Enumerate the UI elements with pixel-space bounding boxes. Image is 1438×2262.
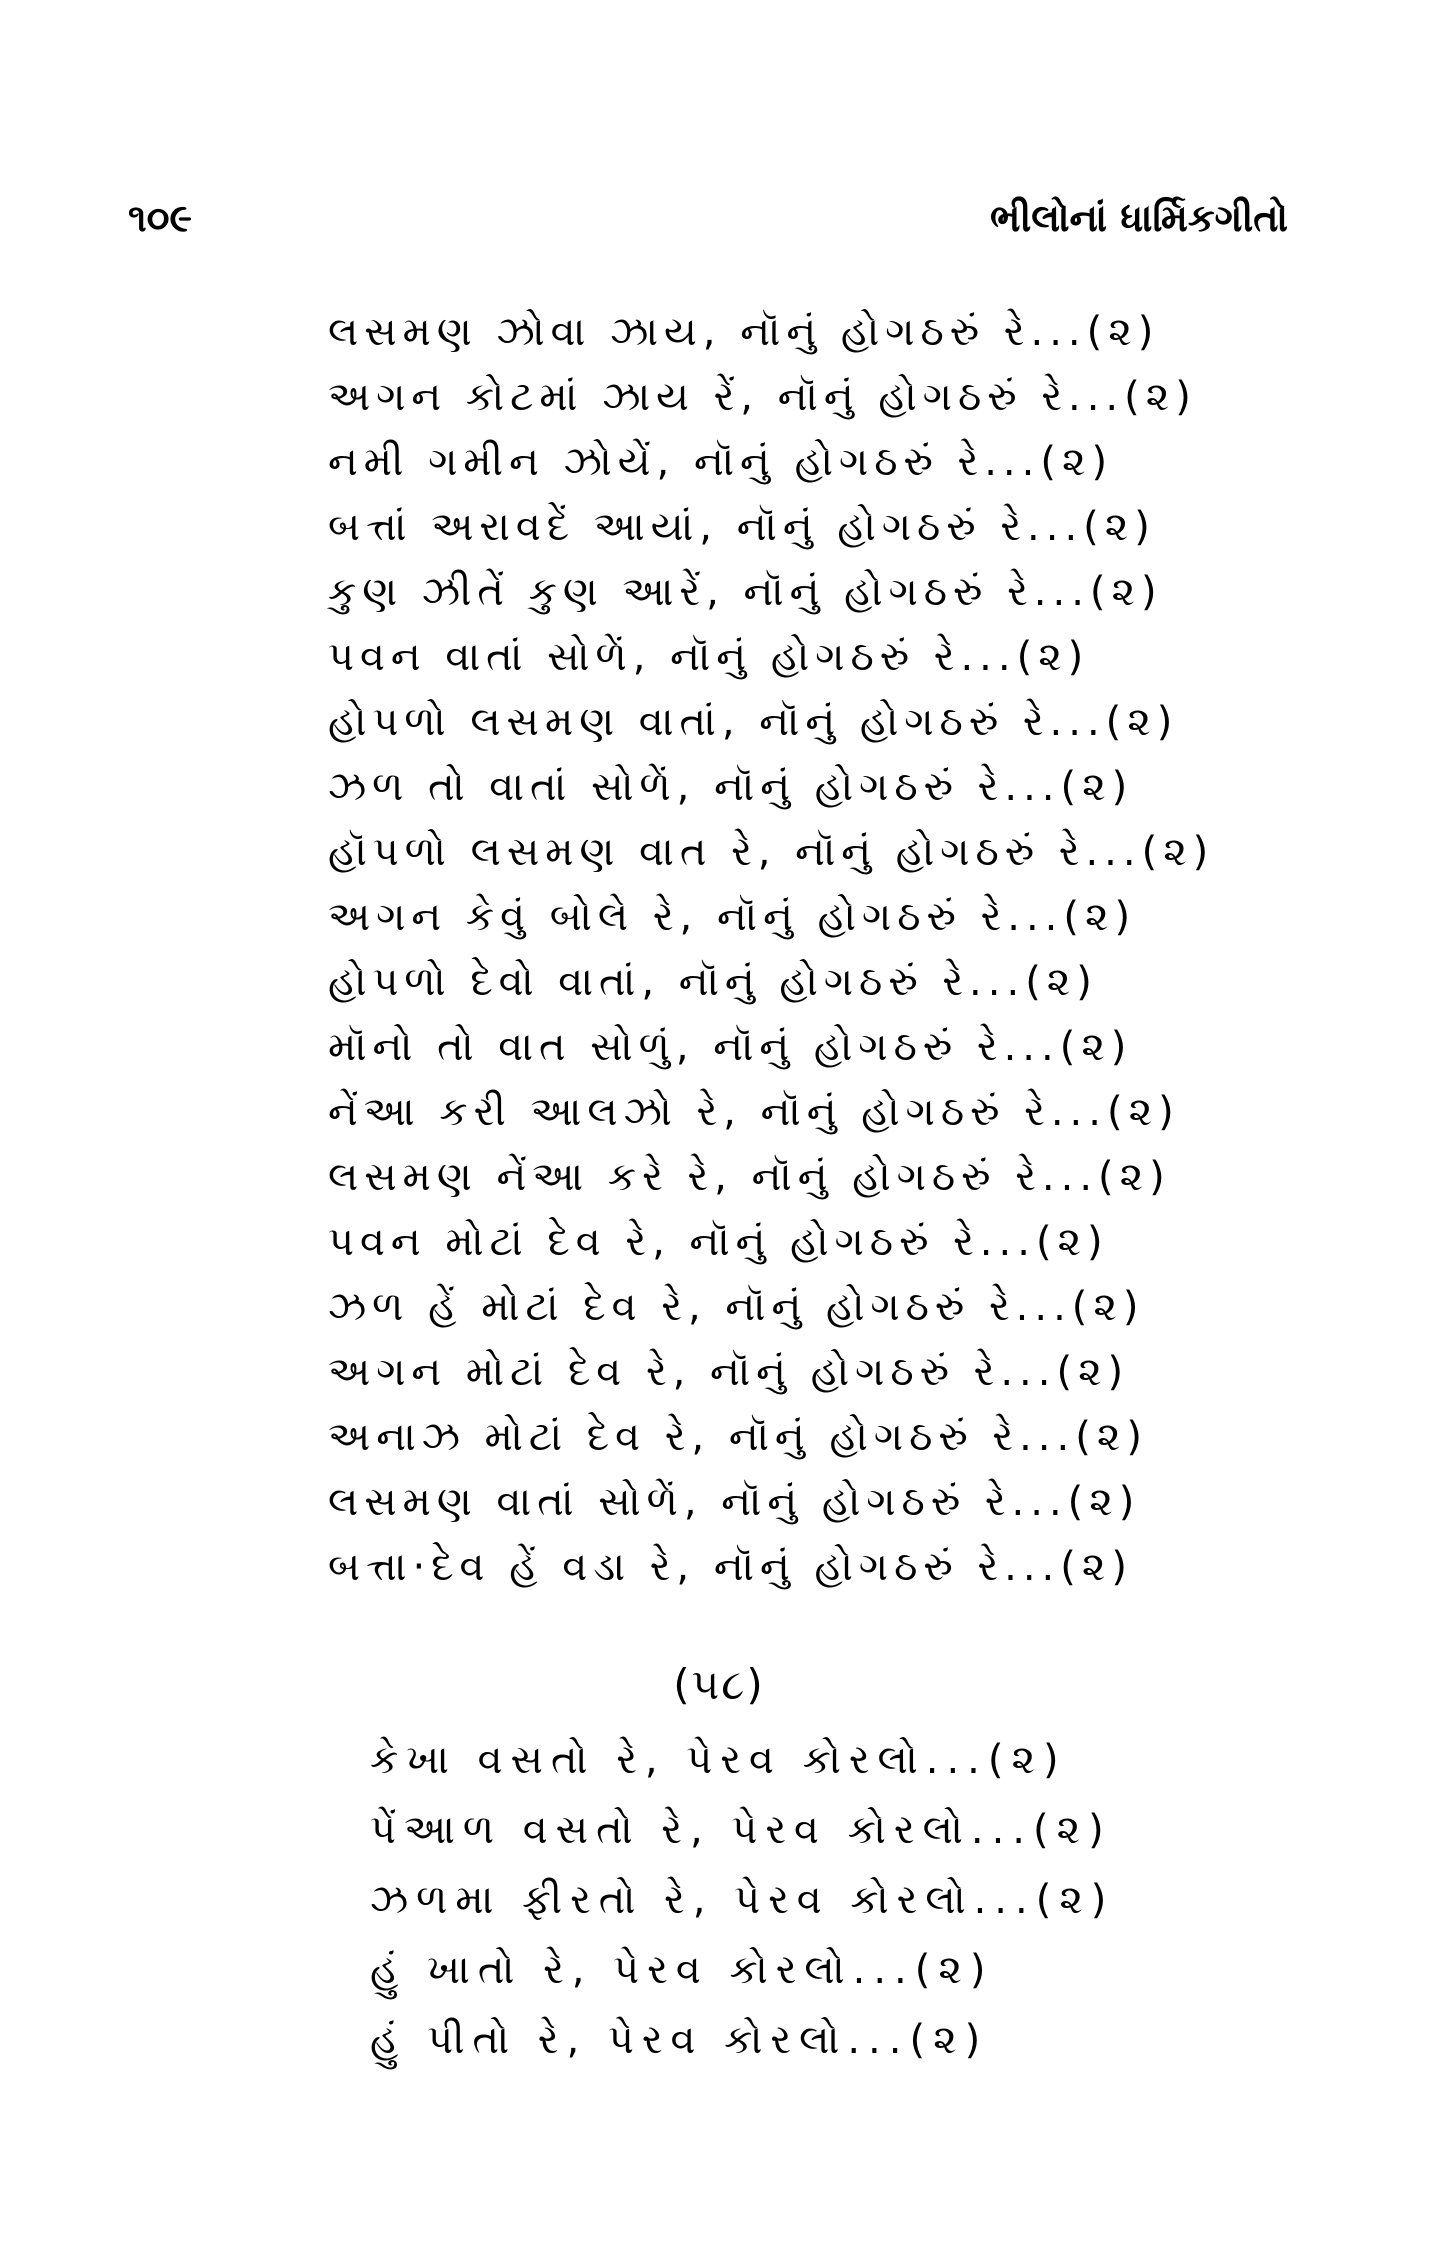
verse-line: અગન મોટાં દેવ રે, નૉનું હોગઠરું રે...(૨) [328, 1349, 1130, 1395]
verse-line: પવન વાતાં સોળેં, નૉનું હોગઠરું રે...(૨) [328, 634, 1090, 680]
verse-line: અનાઝ મોટાં દેવ રે, નૉનું હોગઠરું રે...(૨) [328, 1414, 1148, 1460]
verse-line: હોપળો દેવો વાતાં, નૉનું હોગઠરું રે...(૨) [328, 959, 1098, 1005]
verse-line: હોપળો લસમણ વાતાં, નૉનું હોગઠરું રે...(૨) [328, 699, 1179, 745]
song-1-verses [328, 300, 1215, 1600]
verse-line: કેખા વસતો રે, પેરવ કોરલો...(૨) [370, 1737, 1067, 1783]
verse-line: બત્તા·દેવ હેં વડા રે, નૉનું હોગઠરું રે...(૨) [328, 1544, 1133, 1590]
verse-line: નેંઆ કરી આલઝો રે, નૉનું હોગઠરું રે...(૨) [328, 1089, 1180, 1135]
verse-line: હું ખાતો રે, પેરવ કોરલો...(૨) [370, 1947, 994, 1993]
song-2-verses [370, 1725, 1130, 2075]
verse-line: ઝળ તો વાતાં સોળેં, નૉનું હોગઠરું રે...(૨) [328, 764, 1134, 810]
song-number-heading: (૫૮) [673, 1660, 765, 1709]
verse-line: લસમણ ઝોવા ઝાય, નૉનું હોગઠરું રે...(૨) [328, 309, 1160, 355]
verse-line: લસમણ વાતાં સોળેં, નૉનું હોગઠરું રે...(૨) [328, 1479, 1141, 1525]
verse-line: અગન કોટમાં ઝાય રેં, નૉનું હોગઠરું રે...(૨) [328, 374, 1197, 420]
verse-line: ઝળ હેં મોટાં દેવ રે, નૉનું હોગઠરું રે...(૨) [328, 1284, 1145, 1330]
verse-line: કુણ ઝીતેં કુણ આરેં, નૉનું હોગઠરું રે...(૨) [328, 569, 1163, 615]
verse-line: હૉપળો લસમણ વાત રે, નૉનું હોગઠરું રે...(૨) [328, 829, 1215, 875]
verse-line: ઝળમા ફીરતો રે, પેરવ કોરલો...(૨) [370, 1877, 1115, 1923]
running-header-title: ભીલોનાં ધાર્મિકગીતો [989, 196, 1288, 240]
page-number: ૧૦૯ [128, 196, 192, 240]
verse-line: નમી ગમીન ઝોયેં, નૉનું હોગઠરું રે...(૨) [328, 439, 1114, 485]
verse-line: પવન મોટાં દેવ રે, નૉનું હોગઠરું રે...(૨) [328, 1219, 1109, 1265]
verse-line: અગન કેવું બોલે રે, નૉનું હોગઠરું રે...(૨) [328, 894, 1137, 940]
verse-line: પેંઆળ વસતો રે, પેરવ કોરલો...(૨) [370, 1807, 1112, 1853]
verse-line: હું પીતો રે, પેરવ કોરલો...(૨) [370, 2017, 989, 2063]
verse-line: બત્તાં અરાવદેં આયાં, નૉનું હોગઠરું રે...(૨) [328, 504, 1156, 550]
verse-line: મૉનો તો વાત સોળું, નૉનું હોગઠરું રે...(૨) [328, 1024, 1133, 1070]
verse-line: લસમણ નેંઆ કરે રે, નૉનું હોગઠરું રે...(૨) [328, 1154, 1171, 1200]
